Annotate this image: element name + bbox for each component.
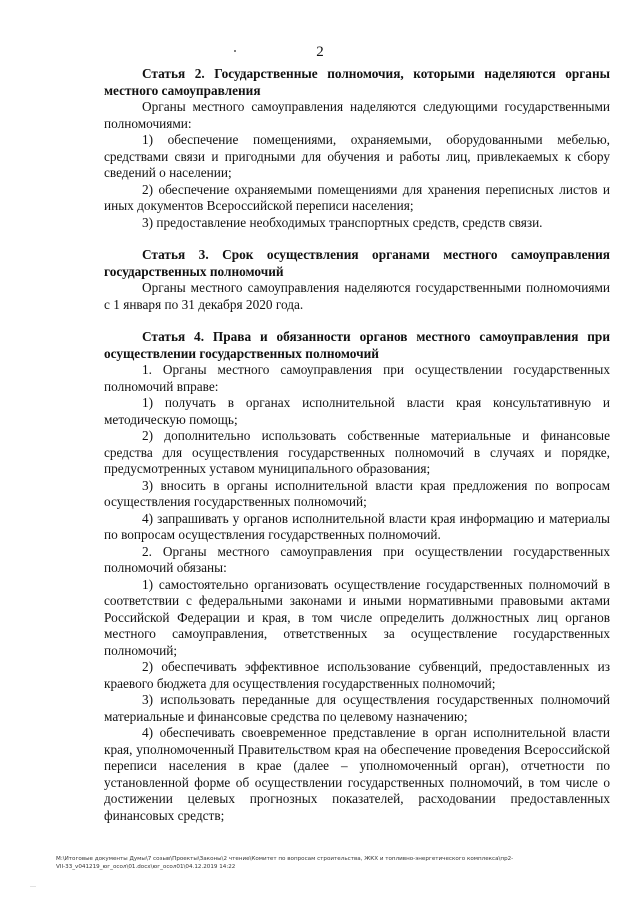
article-4-part-2-intro: 2. Органы местного самоуправления при осуществлении государственных полномочий обязаны: <box>104 543 610 575</box>
page-number: 2 <box>316 44 324 60</box>
scan-speck <box>234 50 236 52</box>
article-2-item-1: 1) обеспечение помещениями, охраняемыми, оборудованными мебелью, средствами связи и пригодными для обучения и работы лиц, привлекаемых к сбору сведений о населении; <box>104 132 610 180</box>
article-4-part-2-item-2: 2) обеспечивать эффективное использование субвенций, предоставленных из краевого бюджета для осуществления государственных полномочий; <box>104 659 610 691</box>
footer-line-1: M:\Итоговые документы Думы\7 созыв\Проекты\Законы\2 чтение\Комитет по вопросам строительства, ЖКХ и топливно-энергетического комплекса\пр2- <box>56 856 514 862</box>
article-4-part-1-intro: 1. Органы местного самоуправления при осуществлении государственных полномочий вправе: <box>104 362 610 394</box>
article-4-part-2-item-1: 1) самостоятельно организовать осуществление государственных полномочий в соответствии с федеральными законами и иными нормативными правовыми актами Российской Федерации и края, в том числе определить должностных лиц органов местного самоуправления, ответственных за осуществление государственных полномочий; <box>104 576 610 658</box>
footer-line-2: VII-33_v041219_юг_осол\01.docx\юг_осол01\04.12.2019 14:22 <box>56 864 236 870</box>
corner-mark: … <box>30 882 36 889</box>
article-3-text: Органы местного самоуправления наделяются государственными полномочиями с 1 января по 31 декабря 2020 года. <box>104 280 610 312</box>
article-4-heading: Статья 4. Права и обязанности органов местного самоуправления при осуществлении государственных полномочий <box>104 329 610 361</box>
article-4-part-1-item-2: 2) дополнительно использовать собственные материальные и финансовые средства для осуществления государственных полномочий в случаях и порядке, предусмотренных уставом муниципального образования; <box>104 428 610 476</box>
article-2-heading: Статья 2. Государственные полномочия, которыми наделяются органы местного самоуправления <box>104 66 610 98</box>
article-2-intro: Органы местного самоуправления наделяются следующими государственными полномочиями: <box>104 99 610 131</box>
article-2-item-2: 2) обеспечение охраняемыми помещениями для хранения переписных листов и иных документов Всероссийской переписи населения; <box>104 181 610 213</box>
article-4-part-1-item-4: 4) запрашивать у органов исполнительной власти края информацию и материалы по вопросам осуществления государственных полномочий. <box>104 510 610 542</box>
article-4-part-1-item-3: 3) вносить в органы исполнительной власти края предложения по вопросам осуществления государственных полномочий; <box>104 477 610 509</box>
article-4-part-2-item-3: 3) использовать переданные для осуществления государственных полномочий материальные и финансовые средства по целевому назначению; <box>104 692 610 724</box>
document-body <box>104 66 610 824</box>
article-2-item-3: 3) предоставление необходимых транспортных средств, средств связи. <box>142 214 543 230</box>
file-path-footer <box>56 855 616 871</box>
article-4-part-2-item-4: 4) обеспечивать своевременное представление в орган исполнительной власти края, уполномоченный Правительством края на обеспечение проведения Всероссийской переписи населения в крае (далее – уполномоченный орган), отчетности по установленной форме об осуществлении государственных полномочий, в том числе о достижении целевых прогнозных показателей, расходовании предоставленных финансовых средств; <box>104 725 610 823</box>
article-4-part-1-item-1: 1) получать в органах исполнительной власти края консультативную и методическую помощь; <box>104 395 610 427</box>
article-3-heading: Статья 3. Срок осуществления органами местного самоуправления государственных полномочий <box>104 247 610 279</box>
